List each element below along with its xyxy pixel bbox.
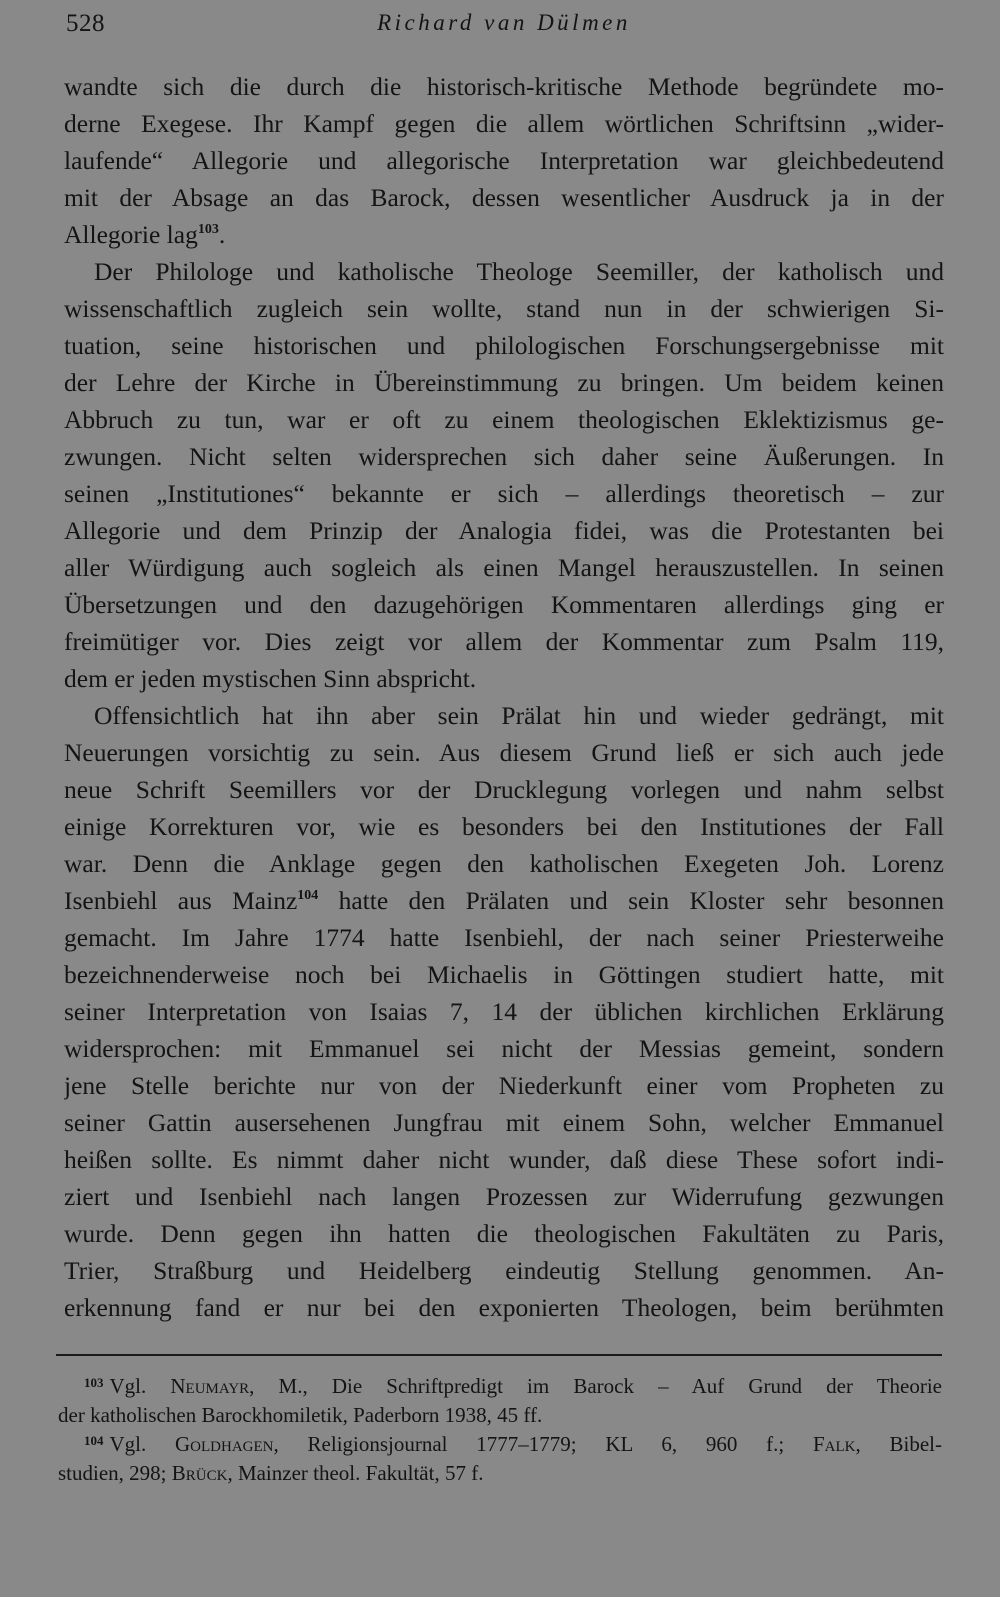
- text-fragment: Vgl.: [109, 1374, 171, 1398]
- text-line: zwungen. Nicht selten widersprechen sich daher seine Äußerungen. In: [64, 442, 944, 471]
- text-line: laufende“ Allegorie und allegorische Interpretation war gleichbedeutend: [64, 146, 944, 175]
- text-line: [64, 216, 944, 253]
- paragraph-2: [64, 253, 944, 697]
- text-fragment: Isenbiehl aus Mainz: [64, 886, 298, 915]
- text-fragment: , Bibel-: [855, 1432, 942, 1456]
- page-number: 528: [66, 10, 105, 37]
- text-line: wissenschaftlich zugleich sein wollte, stand nun in der schwierigen Si-: [64, 294, 944, 323]
- author-name: Brück: [171, 1461, 228, 1485]
- text-line: Offensichtlich hat ihn aber sein Prälat hin und wieder gedrängt, mit: [94, 701, 944, 730]
- text-line: Allegorie und dem Prinzip der Analogia fidei, was die Protestanten bei: [64, 516, 944, 545]
- text-line: der Lehre der Kirche in Übereinstimmung zu bringen. Um beidem keinen: [64, 368, 944, 397]
- footnote-number: 104: [84, 1433, 104, 1448]
- text-line: heißen sollte. Es nimmt daher nicht wunder, daß diese These sofort indi-: [64, 1145, 944, 1174]
- footnote-ref-104: 104: [297, 888, 319, 903]
- text-line: freimütiger vor. Dies zeigt vor allem der Kommentar zum Psalm 119,: [64, 627, 944, 656]
- text-line: mit der Absage an das Barock, dessen wesentlicher Ausdruck ja in der: [64, 183, 944, 212]
- text-line: erkennung fand er nur bei den exponierten Theologen, beim berühmten: [64, 1293, 944, 1322]
- page-header: [66, 10, 942, 44]
- footnote-line: [58, 1430, 942, 1459]
- footnote-number: 103: [84, 1375, 104, 1390]
- text-fragment: hatte den Prälaten und sein Kloster sehr besonnen: [318, 886, 944, 915]
- text-fragment: , Mainzer theol. Fakultät, 57 f.: [227, 1461, 484, 1485]
- text-fragment: .: [218, 220, 226, 249]
- footnote-ref-103: 103: [197, 222, 219, 237]
- running-head: Richard van Dülmen: [377, 10, 631, 35]
- author-name: Goldhagen: [175, 1432, 274, 1456]
- text-line: widersprochen: mit Emmanuel sei nicht der Messias gemeint, sondern: [64, 1034, 944, 1063]
- text-line: bezeichnenderweise noch bei Michaelis in Göttingen studiert hatte, mit: [64, 960, 944, 989]
- text-line: [64, 882, 944, 919]
- footnote-line: [58, 1459, 942, 1488]
- text-line: seinen „Institutiones“ bekannte er sich – allerdings theoretisch – zur: [64, 479, 944, 508]
- text-line: Der Philologe und katholische Theologe Seemiller, der katholisch und: [94, 257, 944, 286]
- text-fragment: , Religionsjournal 1777–1779; KL 6, 960 f.;: [273, 1432, 813, 1456]
- text-line: wandte sich die durch die historisch-kritische Methode begründete mo-: [64, 72, 944, 101]
- text-fragment: Vgl.: [109, 1432, 176, 1456]
- text-line: Abbruch zu tun, war er oft zu einem theologischen Eklektizismus ge-: [64, 405, 944, 434]
- text-line: jene Stelle berichte nur von der Niederkunft einer vom Propheten zu: [64, 1071, 944, 1100]
- text-fragment: studien, 298;: [58, 1461, 172, 1485]
- footnote-divider: [56, 1354, 942, 1356]
- text-line: neue Schrift Seemillers vor der Drucklegung vorlegen und nahm selbst: [64, 775, 944, 804]
- text-line: Übersetzungen und den dazugehörigen Kommentaren allerdings ging er: [64, 590, 944, 619]
- text-line: tuation, seine historischen und philologischen Forschungsergebnisse mit: [64, 331, 944, 360]
- footnote-104: [58, 1430, 942, 1488]
- text-line: einige Korrekturen vor, wie es besonders bei den Institutiones der Fall: [64, 812, 944, 841]
- text-line: aller Würdigung auch sogleich als einen Mangel herauszustellen. In seinen: [64, 553, 944, 582]
- author-name: Falk: [812, 1432, 856, 1456]
- text-fragment: , M., Die Schriftpredigt im Barock – Auf Grund der Theorie: [249, 1374, 942, 1398]
- footnotes: [58, 1372, 942, 1488]
- text-line: derne Exegese. Ihr Kampf gegen die allem wörtlichen Schriftsinn „wider-: [64, 109, 944, 138]
- text-line: war. Denn die Anklage gegen den katholischen Exegeten Joh. Lorenz: [64, 849, 944, 878]
- text-line: wurde. Denn gegen ihn hatten die theologischen Fakultäten zu Paris,: [64, 1219, 944, 1248]
- paragraph-1: [64, 68, 944, 253]
- text-line: seiner Interpretation von Isaias 7, 14 der üblichen kirchlichen Erklärung: [64, 997, 944, 1026]
- footnote-line: der katholischen Barockhomiletik, Paderborn 1938, 45 ff.: [58, 1403, 543, 1427]
- author-name: Neumayr: [170, 1374, 250, 1398]
- text-line: Trier, Straßburg und Heidelberg eindeutig Stellung genommen. An-: [64, 1256, 944, 1285]
- text-line: gemacht. Im Jahre 1774 hatte Isenbiehl, der nach seiner Priesterweihe: [64, 923, 944, 952]
- text-line: ziert und Isenbiehl nach langen Prozessen zur Widerrufung gezwungen: [64, 1182, 944, 1211]
- footnote-103: [58, 1372, 942, 1430]
- text-line: dem er jeden mystischen Sinn abspricht.: [64, 664, 477, 693]
- text-line: Neuerungen vorsichtig zu sein. Aus diesem Grund ließ er sich auch jede: [64, 738, 944, 767]
- paragraph-3: [64, 697, 944, 1326]
- footnote-line: [58, 1372, 942, 1401]
- text-fragment: Allegorie lag: [64, 220, 198, 249]
- body-text: [64, 68, 944, 1326]
- text-line: seiner Gattin ausersehenen Jungfrau mit einem Sohn, welcher Emmanuel: [64, 1108, 944, 1137]
